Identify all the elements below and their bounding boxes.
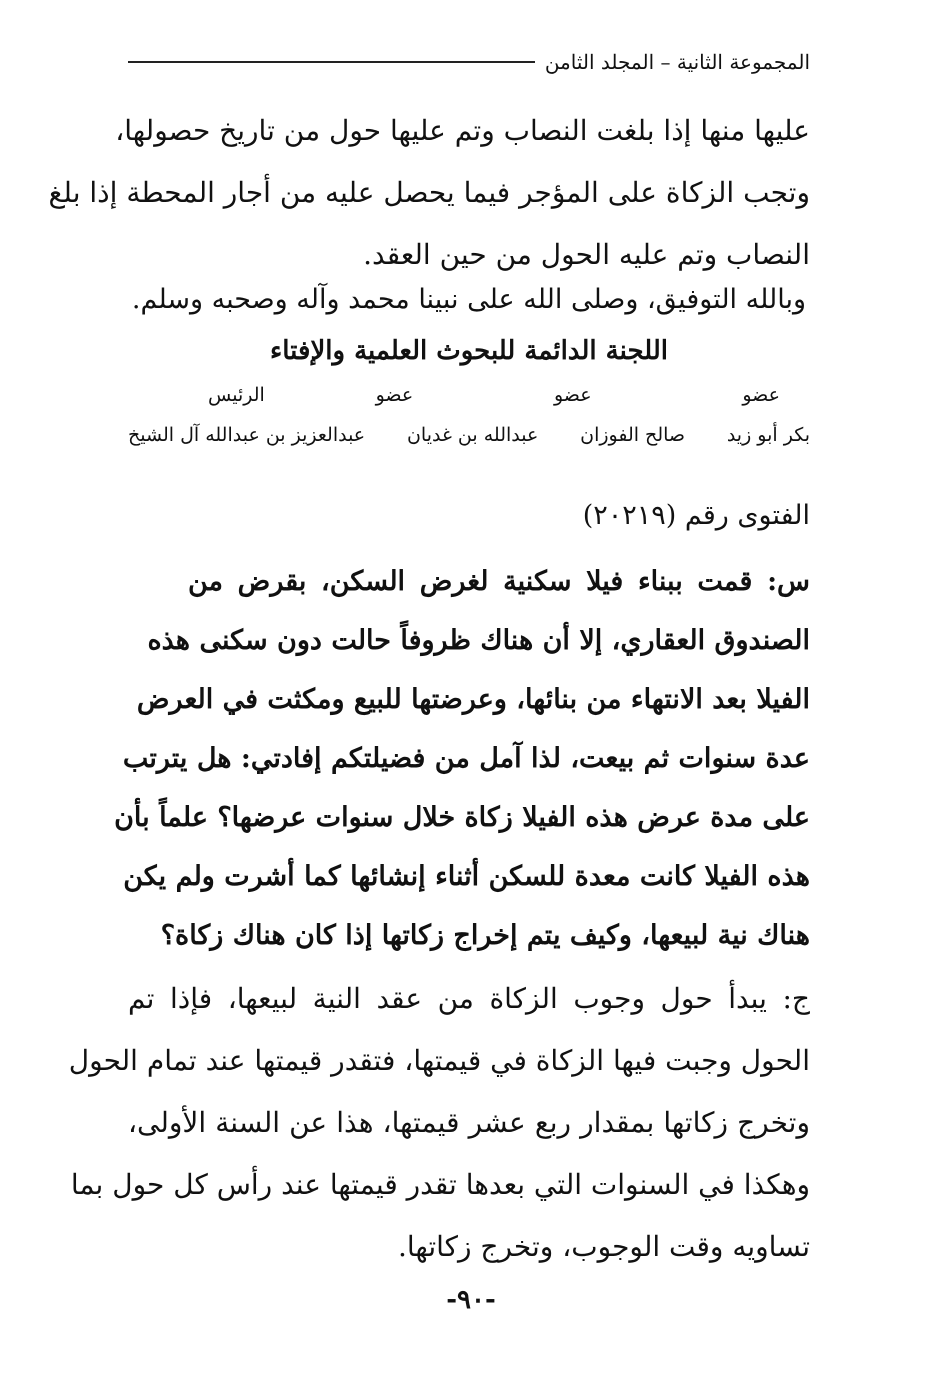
signatory-roles [128, 384, 810, 406]
text-line: النصاب وتم عليه الحول من حين العقد. [363, 238, 810, 271]
signatory-name: عبدالله بن غديان [406, 424, 539, 446]
answer-line: تساويه وقت الوجوب، وتخرج زكاتها. [397, 1230, 810, 1263]
question-line: الفيلا بعد الانتهاء من بنائها، وعرضتها للبيع ومكثت في العرض [136, 684, 810, 715]
answer-line: الحول وجبت فيها الزكاة في قيمتها، فتقدر قيمتها عند تمام الحول [68, 1044, 810, 1077]
signatory-name: بكر أبو زيد [726, 424, 810, 446]
text-line: وتجب الزكاة على المؤجر فيما يحصل عليه من أجار المحطة إذا بلغ [48, 176, 810, 209]
question-line: س: قمت ببناء فيلا سكنية لغرض السكن، بقرض من [188, 566, 810, 597]
answer-paragraph [68, 968, 810, 1278]
question-line: عدة سنوات ثم بيعت، لذا آمل من فضيلتكم إفادتي: هل يترتب [122, 743, 810, 774]
question-line: على مدة عرض هذه الفيلا زكاة خلال سنوات عرضها؟ علماً بأن [114, 802, 810, 833]
signatory-role: عضو [375, 384, 414, 406]
answer-line: ج: يبدأ حول وجوب الزكاة من عقد النية لبيعها، فإذا تم [128, 982, 810, 1015]
answer-line: وهكذا في السنوات التي بعدها تقدر قيمتها عند رأس كل حول بما [70, 1168, 810, 1201]
question-line: هناك نية لبيعها، وكيف يتم إخراج زكاتها إذا كان هناك زكاة؟ [160, 920, 810, 951]
signatory-names [128, 424, 810, 446]
question-paragraph [114, 552, 810, 965]
fatwa-number: الفتوى رقم (٢٠٢١٩) [582, 500, 810, 531]
signatory-name: عبدالعزيز بن عبدالله آل الشيخ [128, 424, 366, 446]
running-header [128, 50, 810, 74]
signatory-role: عضو [742, 384, 780, 406]
signatory-role: الرئيس [208, 384, 265, 406]
text-line: عليها منها إذا بلغت النصاب وتم عليها حول من تاريخ حصولها، [115, 114, 810, 147]
question-line: الصندوق العقاري، إلا أن هناك ظروفاً حالت دون سكنى هذه [147, 625, 810, 656]
closing-line: وبالله التوفيق، وصلى الله على نبينا محمد وآله وصحبه وسلم. [131, 284, 807, 315]
signatory-name: صالح الفوزان [580, 424, 686, 446]
answer-line: وتخرج زكاتها بمقدار ربع عشر قيمتها، هذا عن السنة الأولى، [128, 1106, 810, 1139]
page-number: -٩٠- [446, 1285, 496, 1315]
header-title: المجموعة الثانية – المجلد الثامن [544, 50, 810, 74]
header-rule [128, 61, 535, 63]
intro-paragraph [48, 100, 810, 286]
question-line: هذه الفيلا كانت معدة للسكن أثناء إنشائها كما أشرت ولم يكن [123, 861, 810, 892]
committee-title: اللجنة الدائمة للبحوث العلمية والإفتاء [270, 336, 668, 366]
signatory-role: عضو [553, 384, 592, 406]
